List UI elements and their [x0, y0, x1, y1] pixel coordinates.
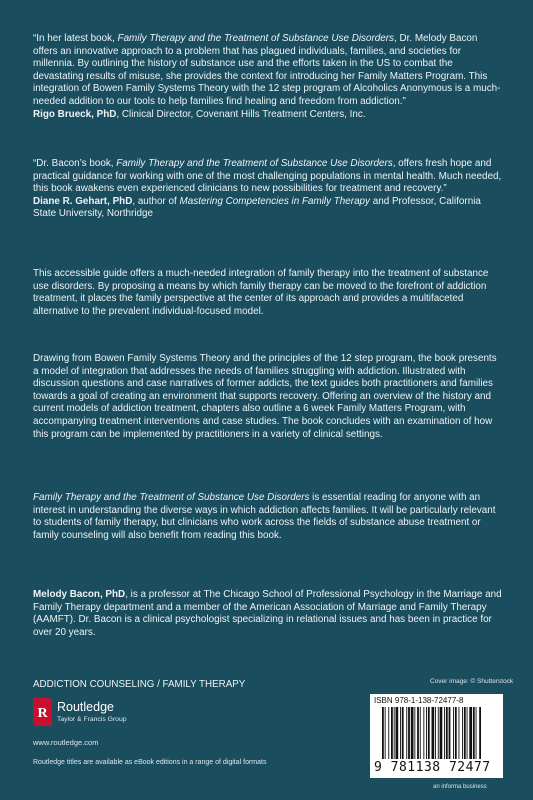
barcode-bar: [400, 707, 401, 759]
routledge-logo-icon: [33, 698, 52, 726]
isbn-digits: 9 781138 72477: [374, 760, 491, 775]
quote2-book-title: Family Therapy and the Treatment of Substance Use Disorders: [116, 158, 393, 169]
quote1-author-role: , Clinical Director, Covenant Hills Treatment Centers, Inc.: [116, 108, 366, 120]
bio-name: Melody Bacon, PhD: [33, 589, 126, 600]
barcode-bar: [476, 707, 477, 759]
barcode-bar: [464, 707, 466, 759]
barcode-bar: [420, 707, 421, 759]
quote2-role-post: and Professor, California State University, Northridge: [33, 195, 481, 220]
barcode-bar: [428, 707, 430, 759]
cover-image-credit: Cover image: © Shutterstock: [430, 678, 514, 685]
author-bio: [33, 589, 503, 639]
barcode-bar: [467, 707, 468, 759]
barcode-bar: [444, 707, 445, 759]
informa-business: an informa business: [433, 784, 487, 790]
barcode-bar: [414, 707, 415, 759]
quote1-book-title: Family Therapy and the Treatment of Substance Use Disorders: [117, 33, 394, 44]
barcode-bar: [411, 707, 414, 759]
barcode-bar: [423, 707, 424, 759]
quote1-open: “In her latest book,: [33, 33, 118, 44]
para3-book-title: Family Therapy and the Treatment of Substance Use Disorders: [33, 492, 310, 503]
publisher-url[interactable]: www.routledge.com: [33, 738, 99, 747]
description-paragraph-2: [33, 353, 503, 441]
barcode-bar: [449, 707, 451, 759]
barcode-bar: [394, 707, 395, 759]
barcode-bar: [440, 707, 443, 759]
barcode: [382, 707, 494, 759]
barcode-bar: [388, 707, 389, 759]
isbn-barcode-box: [370, 694, 503, 778]
barcode-bar: [385, 707, 386, 759]
bio-text: , is a professor at The Chicago School of Professional Psychology in the Marriage and Family Therapy department and a member of the American Association of Marriage and Family Therapy (AAMFT). Dr. Bacon is a clinical psychologist specializing in relational issues and has been in practice for over 20 years.: [33, 589, 502, 638]
barcode-bar: [406, 707, 407, 759]
quote2-role-title: Mastering Competencies in Family Therapy: [179, 195, 370, 207]
barcode-bar: [417, 707, 419, 759]
quote2-author: Diane R. Gehart, PhD: [33, 195, 133, 207]
logo-letter: R: [37, 706, 48, 721]
para2-text: Drawing from Bowen Family Systems Theory and the principles of the 12 step program, the book presents a model of integration that addresses the needs of families struggling with addiction. Illustrated with discussion questions and case narratives of former addicts, the text guides both practitioners and families towards a goal of creating an environment that supports recovery. Offering an overview of the history and current models of addiction treatment, chapters also outline a 6 week Family Matters Program, with accompanying treatment interventions and case studies. The book concludes with an examination of how this program can be implemented by practitioners in a variety of clinical settings.: [33, 353, 497, 440]
quote1-author: Rigo Brueck, PhD: [33, 108, 117, 120]
publisher-group: Taylor & Francis Group: [57, 716, 127, 723]
barcode-bar: [455, 707, 457, 759]
barcode-bar: [438, 707, 439, 759]
barcode-bar: [459, 707, 460, 759]
ebook-note: Routledge titles are available as eBook editions in a range of digital formats: [33, 759, 267, 766]
barcode-bar: [396, 707, 399, 759]
barcode-bar: [432, 707, 435, 759]
barcode-bar: [473, 707, 475, 759]
barcode-bar: [435, 707, 436, 759]
barcode-bar: [453, 707, 454, 759]
barcode-bar: [479, 707, 481, 759]
endorsement-quote-1: [33, 33, 503, 121]
barcode-bar: [469, 707, 472, 759]
para3-text: is essential reading for anyone with an interest in understanding the diverse ways in which addiction affects families. It will be particularly relevant to students of family therapy, but clinicians who work across the fields of substance abuse treatment or family counseling will also benefit from reading this book.: [33, 492, 496, 541]
barcode-bar: [402, 707, 404, 759]
para1-text: This accessible guide offers a much-needed integration of family therapy into the treatment of substance use disorders. By proposing a means by which family therapy can be moved to the forefront of addiction treatment, it places the family perspective at the center of its approach and provides a multifaceted alternative to the prevalent individual-focused model.: [33, 268, 489, 317]
barcode-bar: [391, 707, 393, 759]
isbn-label: ISBN 978-1-138-72477-8: [374, 696, 464, 705]
barcode-bar: [446, 707, 448, 759]
endorsement-quote-2: [33, 158, 503, 221]
barcode-bar: [382, 707, 384, 759]
barcode-bar: [426, 707, 427, 759]
barcode-bar: [408, 707, 410, 759]
quote2-role-pre: , author of: [132, 195, 180, 207]
subject-category: ADDICTION COUNSELING / FAMILY THERAPY: [33, 679, 246, 690]
publisher-name: Routledge: [57, 700, 114, 714]
routledge-logo-mark: [33, 698, 52, 726]
quote2-text: , offers fresh hope and practical guidance for working with one of the most challenging populations in mental health. Much needed, this book awakens even experienced clinicians to new possibilities for treatment and recovery.”: [33, 158, 502, 195]
quote2-open: “Dr. Bacon’s book,: [33, 158, 117, 169]
quote1-text: , Dr. Melody Bacon offers an innovative approach to a problem that has plagued individuals, families, and societies for millennia. By outlining the history of substance use and the efforts taken in the US to combat the devastating results of misuse, she provides the context for introducing her Family Matters Program. This integration of Bowen Family Systems Theory with the 12 step program of Alcoholics Anonymous is a much-needed addition to our tools to help families find healing and freedom from addiction.”: [33, 33, 501, 107]
description-paragraph-3: [33, 492, 503, 542]
barcode-bar: [462, 707, 463, 759]
description-paragraph-1: [33, 268, 503, 318]
